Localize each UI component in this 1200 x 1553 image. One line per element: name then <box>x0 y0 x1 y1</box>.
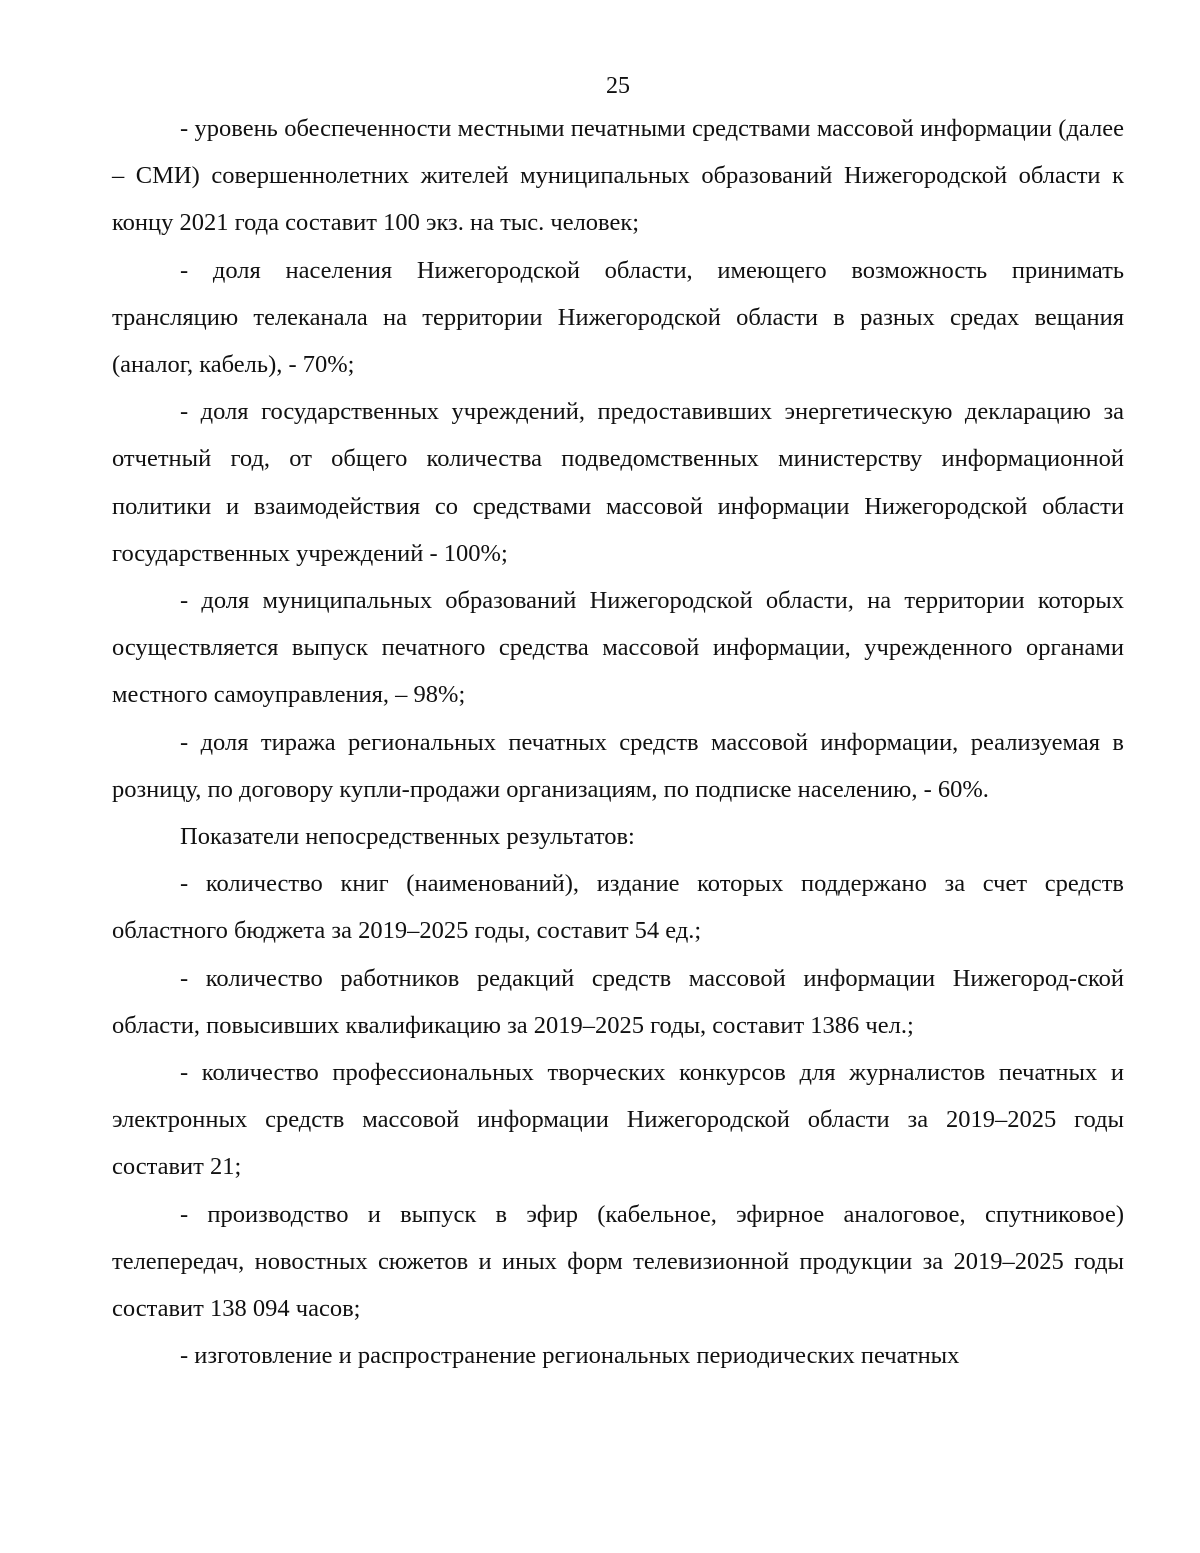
paragraph-media-coverage-level: - уровень обеспеченности местными печатными средствами массовой информации (далее – СМИ) совершеннолетних жителей муниципальных образований Нижегородской области к концу 2021 года составит 100 экз. на тыс. человек; <box>112 115 1124 237</box>
section-heading-direct-results: Показатели непосредственных результатов: <box>180 823 635 851</box>
page-number: 25 <box>606 73 630 99</box>
document-body <box>112 105 1124 1379</box>
paragraph-staff-training-count: - количество работников редакций средств массовой информации Нижегород-ской области, повысивших квалификацию за 2019–2025 годы, составит 1386 чел.; <box>112 964 1124 1039</box>
paragraph-municipal-print-share: - доля муниципальных образований Нижегородской области, на территории которых осуществляется выпуск печатного средства массовой информации, учрежденного органами местного самоуправления, – 98%; <box>112 587 1124 709</box>
paragraph-periodicals-production: - изготовление и распространение региональных периодических печатных <box>180 1342 960 1370</box>
paragraph-circulation-share: - доля тиража региональных печатных средств массовой информации, реализуемая в розницу, по договору купли-продажи организациям, по подписке населению, - 60%. <box>112 728 1124 803</box>
paragraph-books-count: - количество книг (наименований), издание которых поддержано за счет средств областного бюджета за 2019–2025 годы, составит 54 ед.; <box>112 870 1124 945</box>
paragraph-tv-production-hours: - производство и выпуск в эфир (кабельное, эфирное аналоговое, спутниковое) телепередач, новостных сюжетов и иных форм телевизионной продукции за 2019–2025 годы составит 138 094 часов; <box>112 1200 1124 1323</box>
paragraph-journalist-contests-count: - количество профессиональных творческих конкурсов для журналистов печатных и электронных средств массовой информации Нижегородской области за 2019–2025 годы составит 21; <box>112 1059 1124 1181</box>
paragraph-energy-declaration-share: - доля государственных учреждений, предоставивших энергетическую декларацию за отчетный год, от общего количества подведомственных министерству информационной политики и взаимодействия со средствами массовой информации Нижегородской области государственных учреждений - 100%; <box>112 398 1124 567</box>
paragraph-tv-broadcast-share: - доля населения Нижегородской области, имеющего возможность принимать трансляцию телеканала на территории Нижегородской области в разных средах вещания (аналог, кабель), - 70%; <box>112 256 1124 379</box>
